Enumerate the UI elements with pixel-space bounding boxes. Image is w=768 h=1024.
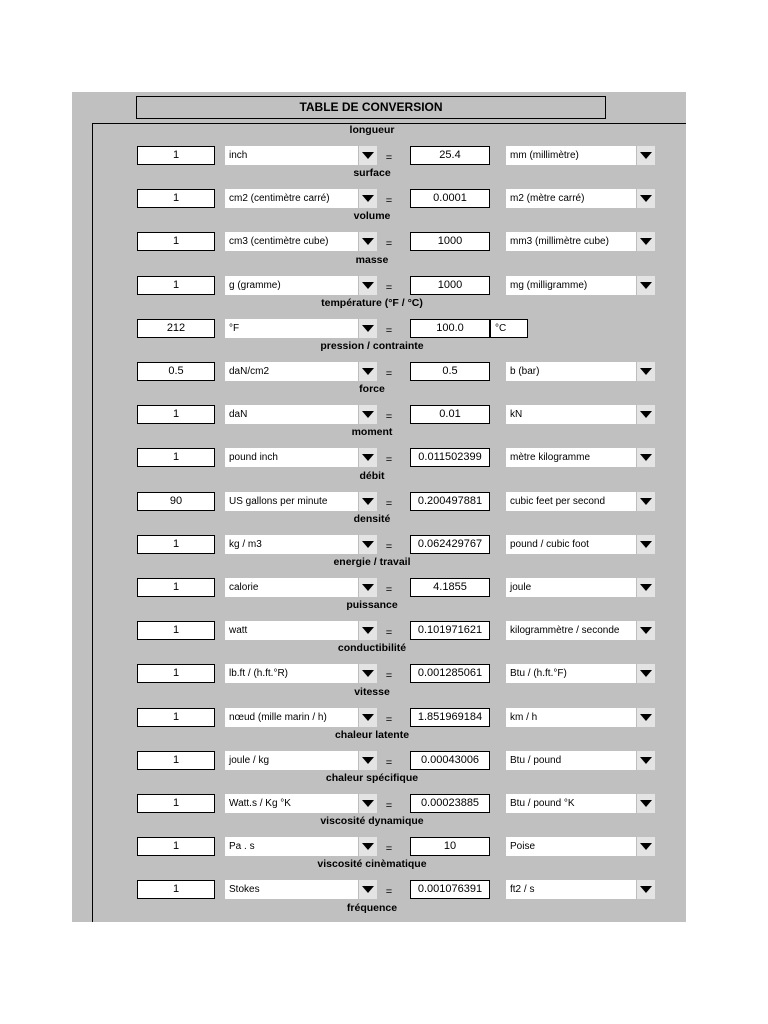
from-unit-label: watt — [229, 625, 248, 637]
from-unit-label: inch — [229, 150, 248, 161]
from-unit-label: °F — [229, 322, 240, 334]
equals-sign: = — [385, 195, 393, 208]
dropdown-arrow-icon[interactable] — [636, 880, 655, 899]
from-unit-select[interactable] — [225, 794, 358, 813]
to-unit-select[interactable] — [506, 621, 655, 640]
equals-sign: = — [385, 800, 393, 812]
dropdown-arrow-icon[interactable] — [358, 621, 377, 640]
equals-sign: = — [385, 281, 393, 294]
from-unit-select[interactable] — [225, 578, 358, 597]
category-label: viscosité cinèmatique — [317, 858, 427, 871]
dropdown-arrow-icon[interactable] — [358, 708, 377, 727]
from-unit-select[interactable] — [225, 492, 358, 511]
conversion-row — [72, 254, 686, 297]
from-unit-select[interactable] — [225, 535, 358, 554]
output-value-field: 0.200497881 — [410, 492, 490, 511]
category-label: surface — [353, 167, 391, 180]
from-unit-label: kg / m3 — [229, 538, 262, 550]
dropdown-arrow-icon[interactable] — [358, 276, 377, 295]
conversion-row — [72, 858, 686, 901]
conversion-row — [72, 815, 686, 858]
category-label: chaleur spécifique — [325, 772, 419, 784]
input-value-field[interactable]: 1 — [137, 880, 215, 899]
category-label: vitesse — [354, 685, 390, 698]
dropdown-arrow-icon[interactable] — [358, 405, 377, 424]
to-unit-select[interactable] — [506, 708, 655, 727]
to-unit-select[interactable] — [506, 837, 655, 856]
conversion-row — [72, 470, 686, 513]
category-label: densité — [353, 512, 391, 525]
dropdown-arrow-icon[interactable] — [358, 232, 377, 251]
category-label: pression / contrainte — [320, 340, 424, 352]
output-value-field: 0.011502399 — [410, 448, 490, 467]
input-value-field[interactable]: 1 — [137, 664, 215, 683]
from-unit-select[interactable] — [225, 405, 358, 424]
from-unit-label: cm3 (centimètre cube) — [229, 236, 329, 248]
to-unit-select[interactable] — [506, 492, 655, 511]
input-value-field[interactable]: 1 — [137, 448, 215, 467]
category-label: viscosité dynamique — [320, 815, 424, 828]
dropdown-arrow-icon[interactable] — [358, 319, 377, 338]
from-unit-label: lb.ft / (h.ft.°R) — [229, 668, 289, 680]
category-label: chaleur latente — [334, 728, 410, 741]
output-value-field: 0.5 — [410, 362, 490, 381]
to-unit-select[interactable] — [506, 362, 655, 381]
to-unit-label: Btu / pound °K — [510, 798, 575, 809]
to-unit-select[interactable] — [506, 146, 655, 165]
equals-sign: = — [385, 886, 393, 899]
to-unit-label: Poise — [510, 841, 536, 853]
equals-sign: = — [385, 756, 393, 769]
output-value-field: 10 — [410, 837, 490, 856]
equals-sign: = — [385, 627, 393, 640]
dropdown-arrow-icon[interactable] — [636, 405, 655, 424]
dropdown-arrow-icon[interactable] — [636, 276, 655, 295]
output-value-field: 1000 — [410, 276, 490, 295]
to-unit-label: pound / cubic foot — [510, 538, 589, 550]
conversion-row — [72, 686, 686, 729]
category-label: moment — [351, 426, 393, 439]
conversion-row — [72, 167, 686, 210]
category-label: force — [359, 383, 385, 396]
input-value-field[interactable]: 90 — [137, 492, 215, 511]
dropdown-arrow-icon[interactable] — [358, 794, 377, 813]
conversion-row — [72, 124, 686, 167]
input-value-field[interactable]: 1 — [137, 578, 215, 597]
to-unit-label: mg (milligramme) — [510, 279, 588, 291]
from-unit-select[interactable] — [225, 448, 358, 467]
page-title: TABLE DE CONVERSION — [136, 96, 606, 119]
equals-sign: = — [385, 670, 393, 683]
equals-sign: = — [385, 843, 393, 856]
to-unit-label: mètre kilogramme — [510, 452, 591, 464]
output-value-field: 0.101971621 — [410, 621, 490, 640]
category-label: volume — [353, 210, 391, 223]
to-unit-select[interactable] — [506, 276, 655, 295]
dropdown-arrow-icon[interactable] — [636, 751, 655, 770]
to-unit-select[interactable] — [506, 794, 655, 813]
input-value-field[interactable]: 1 — [137, 794, 215, 813]
from-unit-label: daN — [229, 409, 248, 421]
dropdown-arrow-icon[interactable] — [358, 362, 377, 381]
dropdown-arrow-icon[interactable] — [636, 189, 655, 208]
from-unit-label: nœud (mille marin / h) — [229, 711, 327, 723]
category-label: conductibilité — [337, 642, 407, 655]
dropdown-arrow-icon[interactable] — [636, 232, 655, 251]
equals-sign: = — [385, 454, 393, 467]
equals-sign: = — [385, 152, 393, 164]
equals-sign: = — [385, 238, 393, 251]
input-value-field[interactable]: 1 — [137, 276, 215, 295]
dropdown-arrow-icon[interactable] — [358, 751, 377, 770]
to-unit-label: mm3 (millimètre cube) — [510, 236, 609, 248]
dropdown-arrow-icon[interactable] — [358, 880, 377, 899]
from-unit-label: US gallons per minute — [229, 495, 328, 507]
from-unit-select[interactable] — [225, 621, 358, 640]
to-unit-select[interactable] — [506, 578, 655, 597]
category-label: longueur — [349, 124, 395, 136]
output-value-field: 1.851969184 — [410, 708, 490, 727]
conversion-row — [72, 599, 686, 642]
equals-sign: = — [385, 540, 393, 553]
from-unit-select[interactable] — [225, 837, 358, 856]
from-unit-label: Watt.s / Kg °K — [229, 798, 291, 809]
output-value-field: 0.001076391 — [410, 880, 490, 899]
dropdown-arrow-icon[interactable] — [358, 448, 377, 467]
dropdown-arrow-icon[interactable] — [636, 535, 655, 554]
conversion-row — [72, 729, 686, 772]
input-value-field[interactable]: 0.5 — [137, 362, 215, 381]
to-unit-label: kilogrammètre / seconde — [510, 625, 620, 637]
output-value-field: 25.4 — [410, 146, 490, 165]
to-unit-label: kN — [510, 409, 523, 421]
to-unit-select[interactable] — [506, 448, 655, 467]
conversion-row — [72, 340, 686, 383]
output-value-field: 1000 — [410, 232, 490, 251]
conversion-row — [72, 383, 686, 426]
to-unit-label: km / h — [510, 711, 538, 723]
to-unit-label: m2 (mètre carré) — [510, 193, 585, 205]
category-label: température (°F / °C) — [321, 296, 423, 309]
from-unit-label: daN/cm2 — [229, 366, 270, 377]
output-value-field: 0.062429767 — [410, 535, 490, 554]
to-unit-select[interactable] — [506, 880, 655, 899]
from-unit-select[interactable] — [225, 276, 358, 295]
output-value-field: 4.1855 — [410, 578, 490, 597]
conversion-row — [72, 513, 686, 556]
dropdown-arrow-icon[interactable] — [636, 578, 655, 597]
conversion-row — [72, 426, 686, 469]
equals-sign: = — [385, 368, 393, 380]
to-unit-select[interactable] — [506, 535, 655, 554]
dropdown-arrow-icon[interactable] — [636, 448, 655, 467]
conversion-row — [72, 902, 686, 922]
output-value-field: 0.00043006 — [410, 751, 490, 770]
from-unit-label: joule / kg — [229, 754, 270, 766]
to-unit-label: mm (millimètre) — [510, 150, 579, 161]
dropdown-arrow-icon[interactable] — [358, 664, 377, 683]
input-value-field[interactable]: 1 — [137, 751, 215, 770]
dropdown-arrow-icon[interactable] — [358, 492, 377, 511]
output-value-field: 0.00023885 — [410, 794, 490, 813]
dropdown-arrow-icon[interactable] — [636, 621, 655, 640]
from-unit-select[interactable] — [225, 880, 358, 899]
dropdown-arrow-icon[interactable] — [358, 189, 377, 208]
to-unit-select[interactable] — [506, 232, 655, 251]
dropdown-arrow-icon[interactable] — [636, 492, 655, 511]
to-unit-label: ft2 / s — [510, 884, 535, 896]
to-unit-select[interactable] — [506, 405, 655, 424]
dropdown-arrow-icon[interactable] — [358, 146, 377, 165]
input-value-field[interactable]: 1 — [137, 535, 215, 554]
to-unit-select[interactable] — [506, 664, 655, 683]
output-value-field: 100.0 — [410, 319, 490, 338]
equals-sign: = — [385, 497, 393, 510]
to-unit-select[interactable] — [506, 751, 655, 770]
equals-sign: = — [385, 713, 393, 726]
output-value-field: 0.001285061 — [410, 664, 490, 683]
dropdown-arrow-icon[interactable] — [636, 708, 655, 727]
dropdown-arrow-icon[interactable] — [358, 535, 377, 554]
conversion-row — [72, 297, 686, 340]
to-unit-select[interactable] — [506, 189, 655, 208]
from-unit-select[interactable] — [225, 146, 358, 165]
to-unit-label: °C — [490, 319, 528, 338]
input-value-field[interactable]: 1 — [137, 189, 215, 208]
from-unit-select[interactable] — [225, 319, 358, 338]
input-value-field[interactable]: 1 — [137, 232, 215, 251]
category-label: puissance — [346, 599, 398, 612]
category-label: masse — [355, 253, 389, 266]
dropdown-arrow-icon[interactable] — [358, 578, 377, 597]
conversion-row — [72, 556, 686, 599]
conversion-row — [72, 772, 686, 815]
category-label: fréquence — [346, 901, 398, 914]
equals-sign: = — [385, 324, 393, 337]
from-unit-label: calorie — [229, 582, 259, 593]
category-label: energie / travail — [333, 556, 411, 568]
dropdown-arrow-icon[interactable] — [636, 837, 655, 856]
to-unit-label: Btu / (h.ft.°F) — [510, 668, 567, 680]
category-label: débit — [359, 469, 385, 482]
conversion-row — [72, 210, 686, 253]
output-value-field: 0.0001 — [410, 189, 490, 208]
from-unit-label: cm2 (centimètre carré) — [229, 193, 330, 205]
from-unit-select[interactable] — [225, 751, 358, 770]
to-unit-label: b (bar) — [510, 366, 540, 377]
from-unit-select[interactable] — [225, 362, 358, 381]
from-unit-label: Pa . s — [229, 841, 255, 853]
conversion-row — [72, 642, 686, 685]
output-value-field: 0.01 — [410, 405, 490, 424]
equals-sign: = — [385, 411, 393, 424]
from-unit-label: g (gramme) — [229, 279, 281, 291]
to-unit-label: cubic feet per second — [510, 495, 606, 507]
dropdown-arrow-icon[interactable] — [636, 664, 655, 683]
input-value-field[interactable]: 1 — [137, 621, 215, 640]
equals-sign: = — [385, 584, 393, 596]
input-value-field[interactable]: 1 — [137, 405, 215, 424]
from-unit-label: pound inch — [229, 452, 278, 464]
input-value-field[interactable]: 1 — [137, 708, 215, 727]
conversion-sheet — [72, 92, 686, 922]
dropdown-arrow-icon[interactable] — [636, 146, 655, 165]
to-unit-label: joule — [510, 582, 532, 593]
dropdown-arrow-icon[interactable] — [636, 362, 655, 381]
from-unit-select[interactable] — [225, 708, 358, 727]
from-unit-label: Stokes — [229, 884, 260, 896]
from-unit-select[interactable] — [225, 232, 358, 251]
input-value-field[interactable]: 1 — [137, 146, 215, 165]
dropdown-arrow-icon[interactable] — [636, 794, 655, 813]
input-value-field[interactable]: 1 — [137, 837, 215, 856]
from-unit-select[interactable] — [225, 664, 358, 683]
input-value-field[interactable]: 212 — [137, 319, 215, 338]
from-unit-select[interactable] — [225, 189, 358, 208]
dropdown-arrow-icon[interactable] — [358, 837, 377, 856]
to-unit-label: Btu / pound — [510, 754, 562, 766]
